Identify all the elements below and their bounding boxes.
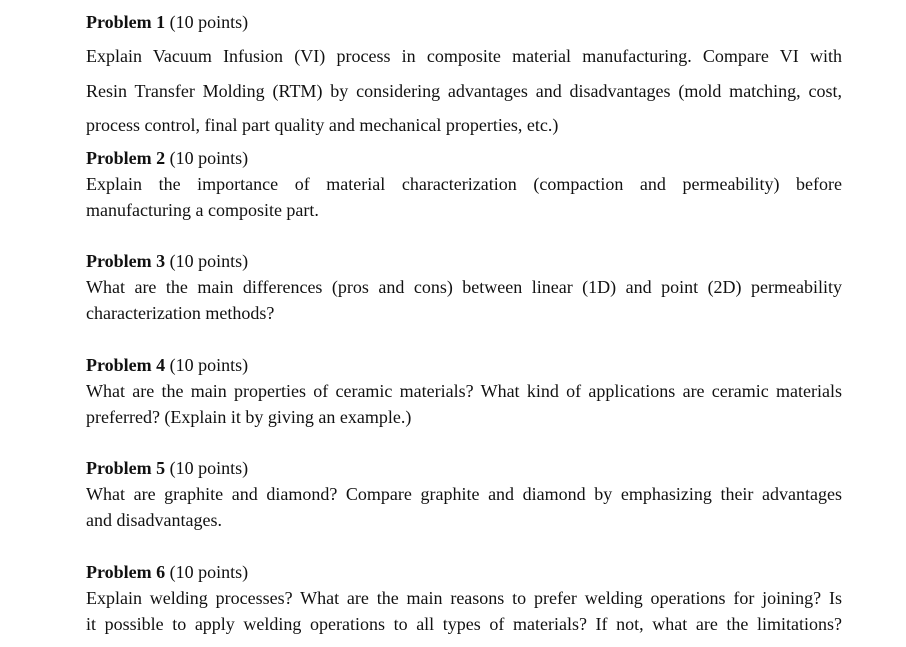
problem-text-line: Explain welding processes? What are the main reasons to prefer welding operations for joining? Is: [86, 588, 842, 608]
problem-heading: [86, 561, 248, 583]
problem-text-line: characterization methods?: [86, 303, 275, 323]
problem-title: Problem 2: [86, 148, 166, 168]
problem-points: (10 points): [169, 562, 249, 582]
problem-title: Problem 3: [86, 251, 166, 271]
problem-text-line: it possible to apply welding operations to all types of materials? If not, what are the limitations?: [86, 614, 842, 634]
problem-title: Problem 1: [86, 12, 166, 32]
problem-text-line: Resin Transfer Molding (RTM) by considering advantages and disadvantages (mold matching, cost,: [86, 81, 842, 101]
problem-points: (10 points): [169, 148, 249, 168]
problem-text-line: Explain the importance of material characterization (compaction and permeability) before: [86, 174, 842, 194]
problem-heading: [86, 354, 248, 376]
problem-heading: [86, 147, 248, 169]
problem-title: Problem 4: [86, 355, 166, 375]
problem-text-line: process control, final part quality and mechanical properties, etc.): [86, 115, 559, 135]
problem-heading: [86, 250, 248, 272]
problem-points: (10 points): [169, 12, 249, 32]
problem-heading: [86, 11, 248, 33]
problem-points: (10 points): [169, 458, 249, 478]
problem-text-line: manufacturing a composite part.: [86, 200, 319, 220]
problem-points: (10 points): [169, 251, 249, 271]
problem-heading: [86, 457, 248, 479]
problem-text-line: preferred? (Explain it by giving an example.): [86, 407, 412, 427]
problem-title: Problem 5: [86, 458, 166, 478]
problem-title: Problem 6: [86, 562, 166, 582]
problem-text-line: What are the main properties of ceramic materials? What kind of applications are ceramic materials: [86, 381, 842, 401]
problem-text-line: and disadvantages.: [86, 510, 222, 530]
problem-text-line: What are graphite and diamond? Compare graphite and diamond by emphasizing their advantages: [86, 484, 842, 504]
problem-text-line: Explain Vacuum Infusion (VI) process in composite material manufacturing. Compare VI with: [86, 46, 842, 66]
problem-points: (10 points): [169, 355, 249, 375]
problem-text-line: What are the main differences (pros and cons) between linear (1D) and point (2D) permeability: [86, 277, 842, 297]
